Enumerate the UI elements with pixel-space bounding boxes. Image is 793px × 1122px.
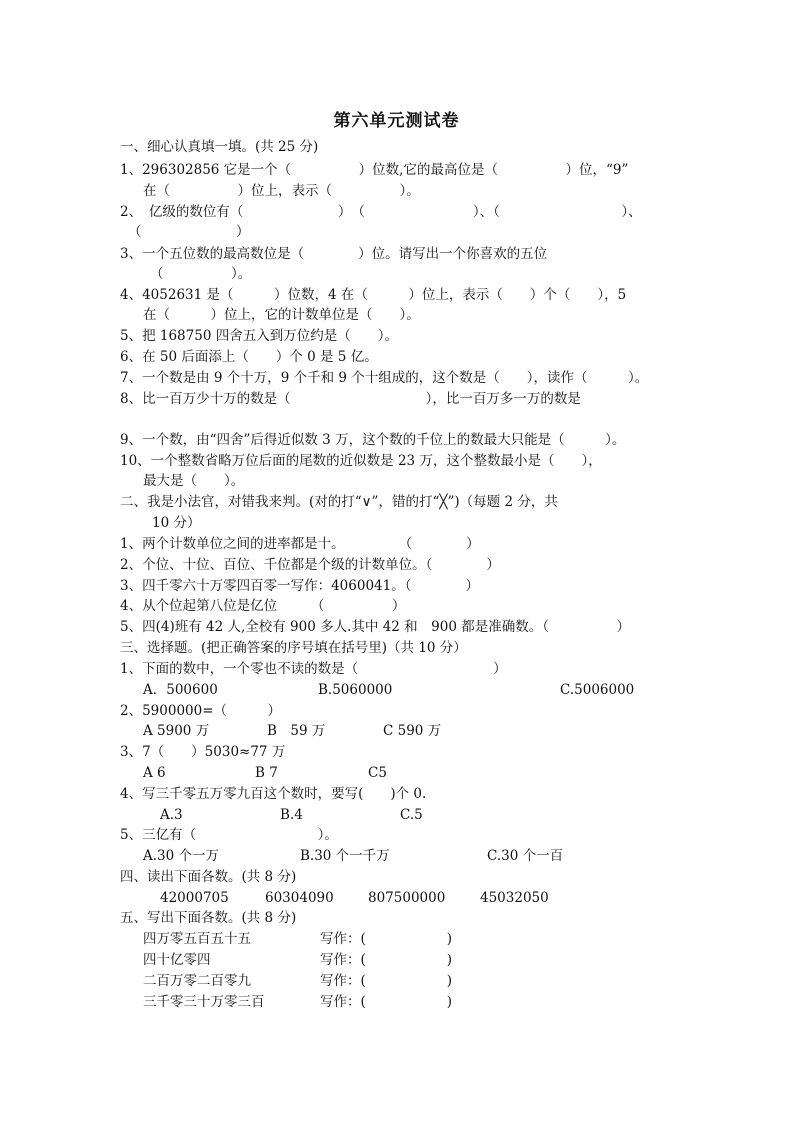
s5-item-3-answer: 写作：( ) [320,973,453,989]
s2-question-3: 3、四千零六十万零四百零一写作：4060041。（ ） [120,578,479,594]
s2-question-1: 1、两个计数单位之间的进率都是十。 （ ） [120,536,480,552]
s3-q2-option-b: B 59 万 [267,723,326,739]
s3-question-3: 3、7（ ）5030≈77 万 [120,744,286,760]
page-title: 第六单元测试卷 [333,111,460,131]
s1-question-5: 5、把 168750 四舍五入到万位约是（ ）。 [120,328,398,344]
s1-question-7: 7、一个数是由 9 个十万，9 个千和 9 个十组成的，这个数是（ ），读作（ ）。 [120,370,649,386]
section-1-heading: 一、细心认真填一填。(共 25 分) [120,139,319,155]
s4-number-3: 807500000 [368,890,446,906]
s1-question-10: 10、一个整数省略万位后面的尾数的近似数是 23 万，这个整数最小是（ ）， [120,453,602,469]
s3-q3-option-a: A 6 [143,765,166,781]
s2-question-2: 2、个位、十位、百位、千位都是个级的计数单位。（ ） [120,557,500,573]
s3-question-1: 1、下面的数中，一个零也不读的数是（ ） [120,661,507,677]
s1-question-9: 9、一个数，由“四舍”后得近似数 3 万，这个数的千位上的数最大只能是（ ）。 [120,432,626,448]
s4-number-2: 60304090 [265,890,334,906]
s1-question-8: 8、比一百万少十万的数是（ ），比一百万多一万的数是 [120,391,581,407]
s3-question-2: 2、5900000=（ ） [120,703,282,719]
s3-q4-option-c: C.5 [400,807,423,823]
s3-q3-option-b: B 7 [255,765,278,781]
s1-question-4-cont: 在（ ）位上，它的计数单位是（ ）。 [143,307,420,323]
s3-q4-option-b: B.4 [280,807,303,823]
s5-item-1-text: 四万零五百五十五 [143,931,251,947]
s3-q5-option-b: B.30 个一千万 [300,848,390,864]
s1-question-6: 6、在 50 后面添上（ ）个 0 是 5 亿。 [120,349,378,365]
section-2-heading: 二、我是小法官，对错我来判。(对的打“∨”，错的打“╳”)（每题 2 分，共 [120,494,558,510]
s3-q5-option-a: A.30 个一万 [143,848,220,864]
s3-q1-option-a: A．500600 [143,682,218,698]
s3-q2-option-a: A 5900 万 [143,723,210,739]
section-2-heading-cont: 10 分） [152,515,201,531]
section-4-heading: 四、读出下面各数。(共 8 分) [120,869,297,885]
section-3-heading: 三、选择题。(把正确答案的序号填在括号里)（共 10 分） [120,640,467,656]
s1-question-10-cont: 最大是（ ）。 [143,473,245,489]
s5-item-2-answer: 写作：( ) [320,952,453,968]
s5-item-4-text: 三千零三十万零三百 [143,994,265,1010]
s2-question-4: 4、从个位起第八位是亿位 （ ） [120,598,406,614]
s1-question-2: 2、 亿级的数位有（ ） （ ）、（ ）、 [120,204,642,220]
s1-question-3: 3、一个五位数的最高数位是（ ）位。请写出一个你喜欢的五位 [120,246,548,262]
s3-q1-option-c: C.5006000 [560,682,635,698]
s1-question-3-cont: （ ）。 [150,266,252,282]
s4-number-4: 45032050 [480,890,549,906]
s3-q3-option-c: C5 [368,765,387,781]
section-5-heading: 五、写出下面各数。(共 8 分) [120,910,297,926]
s1-question-4: 4、4052631 是（ ）位数，4 在（ ）位上，表示（ ）个（ ），5 [120,287,627,303]
s5-item-2-text: 四十亿零四 [143,952,211,968]
s3-question-5: 5、三亿有（ ）。 [120,827,338,843]
s3-question-4: 4、写三千零五万零九百这个数时，要写( )个 0. [120,786,427,802]
s5-item-1-answer: 写作：( ) [320,931,453,947]
s1-question-1: 1、296302856 它是一个（ ）位数,它的最高位是（ ）位，“9” [120,162,629,178]
s5-item-4-answer: 写作：( ) [320,994,453,1010]
s1-question-2-cont: （ ） [128,224,250,240]
s2-question-5: 5、四(4)班有 42 人,全校有 900 多人.其中 42 和 900 都是准确数。（ ） [120,619,630,635]
s1-question-1-cont: 在（ ）位上，表示（ ）。 [143,183,420,199]
s4-number-1: 42000705 [160,890,229,906]
s5-item-3-text: 二百万零二百零九 [143,973,251,989]
s3-q1-option-b: B.5060000 [318,682,393,698]
s3-q2-option-c: C 590 万 [383,723,442,739]
s3-q5-option-c: C.30 个一百 [487,848,564,864]
s3-q4-option-a: A.3 [160,807,183,823]
